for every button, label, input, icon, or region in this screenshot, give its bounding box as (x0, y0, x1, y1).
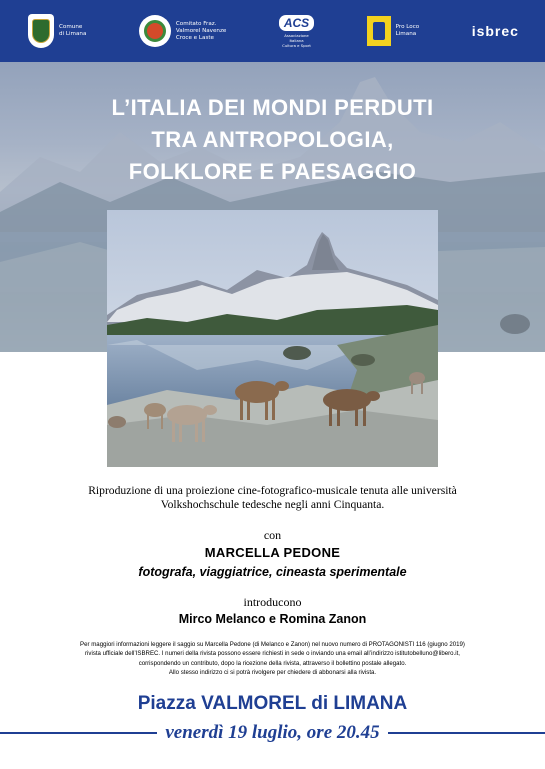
logo-text-line: Comitato Fraz. (175, 20, 217, 27)
logo-comitato-valmorel (139, 15, 226, 47)
event-date-time: venerdì 19 luglio, ore 20.45 (165, 722, 380, 743)
fineprint-line: rivista ufficiale dell’ISBREC. I numeri della rivista possono essere richiesti in sede o inviando una email all’indirizzo istitutobelluno@libero.it, (85, 650, 460, 658)
logo-text-line: Valmorel Navenze (175, 27, 227, 34)
logo-text-line: Associazione (284, 32, 309, 38)
logo-text-line: Italiana (289, 37, 304, 43)
logo-comune-limana (28, 14, 86, 48)
fineprint-line: corrispondendo un contributo, dopo la ricezione della rivista, attraverso il bollettino postale allegato. (138, 659, 407, 667)
logo-text-line: di Limana (59, 31, 87, 37)
poster-title (0, 92, 545, 188)
logo-text-line: Croce e Laste (175, 34, 214, 41)
divider-line (388, 732, 545, 734)
divider-line (0, 732, 157, 734)
sponsor-logo-bar (0, 0, 545, 62)
fineprint-info (30, 640, 515, 677)
description-line: Riproduzione di una proiezione cine-fotografico-musicale tenuta alle università (88, 484, 457, 497)
title-line: L’ITALIA DEI MONDI PERDUTI (111, 95, 434, 120)
description-line: Volkshochschule tedesche negli anni Cinquanta. (160, 498, 385, 511)
logo-text-line: Pro Loco (395, 24, 420, 30)
event-date-row (0, 722, 545, 744)
logo-pro-loco-limana (367, 16, 420, 46)
photo-illustration (107, 210, 438, 467)
fineprint-line: Per maggiori informazioni leggere il saggio su Marcella Pedone (di Melanco e Zanon) nel nuovo numero di PROTAGONISTI 116 (giugno 2019) (80, 641, 465, 648)
round-badge-icon (139, 15, 171, 47)
author-name: MARCELLA PEDONE (204, 545, 341, 560)
title-line: TRA ANTROPOLOGIA, (151, 127, 394, 152)
logo-text-line: Cultura e Sport (282, 42, 311, 48)
acs-mark: ACS (279, 15, 314, 31)
logo-text-line: Limana (395, 31, 417, 37)
logo-acs (279, 15, 314, 48)
fineprint-line: Allo stesso indirizzo ci si potrà rivolgere per chiedere di abbonarsi alla rivista. (168, 668, 377, 676)
event-venue: Piazza VALMOREL di LIMANA (137, 693, 408, 714)
with-label: con (263, 528, 282, 542)
presenters: Mirco Melanco e Romina Zanon (178, 612, 367, 626)
title-line: FOLKLORE E PAESAGGIO (128, 159, 417, 184)
landscape-photo-cows (107, 210, 438, 467)
pro-loco-icon (367, 16, 391, 46)
logo-text-line: Comune (59, 24, 83, 30)
introduce-label: introducono (243, 595, 302, 609)
logo-isbrec: isbrec (471, 23, 519, 39)
event-description (0, 484, 545, 512)
crest-icon (28, 14, 54, 48)
author-role: fotografa, viaggiatrice, cineasta sperimentale (138, 565, 407, 579)
